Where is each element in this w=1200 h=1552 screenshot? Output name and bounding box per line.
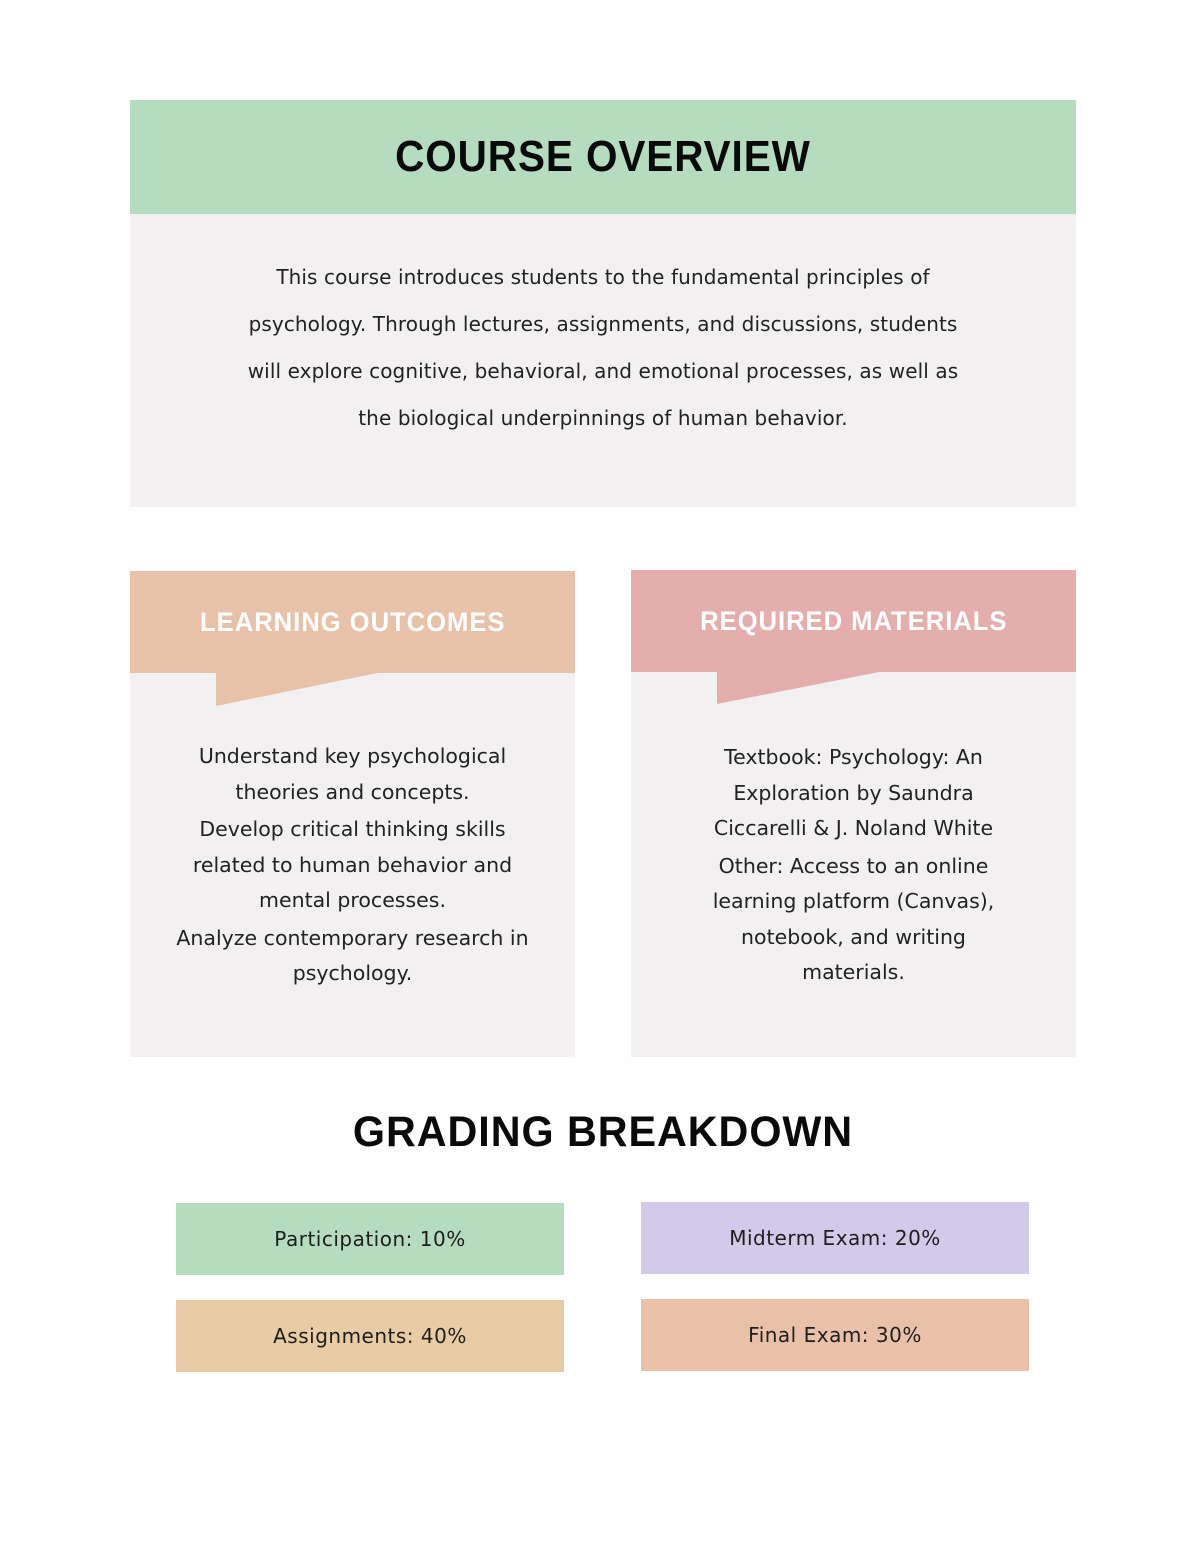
grade-label: Assignments: 40% <box>273 1324 467 1348</box>
material-item <box>631 740 1076 847</box>
material-line: notebook, and writing <box>741 924 966 949</box>
outcome-line: theories and concepts. <box>235 779 470 804</box>
grade-label: Participation: 10% <box>274 1227 466 1251</box>
outcome-line: Develop critical thinking skills <box>199 817 506 841</box>
outcome-line: Analyze contemporary research in <box>176 925 529 950</box>
material-line: Ciccarelli & J. Noland White <box>713 816 994 840</box>
material-line: Textbook: Psychology: An <box>724 745 983 769</box>
grade-final-exam <box>641 1299 1029 1371</box>
learning-outcomes-header <box>130 571 575 673</box>
outcome-line: related to human behavior and <box>192 852 513 877</box>
required-materials-header <box>631 570 1076 672</box>
grade-midterm-exam <box>641 1202 1029 1274</box>
course-overview-text <box>220 254 986 442</box>
grade-assignments <box>176 1300 564 1372</box>
material-line: Exploration by Saundra <box>733 780 974 805</box>
required-materials-list <box>631 672 1076 991</box>
required-materials-title: REQUIRED MATERIALS <box>699 605 1008 636</box>
outcome-line: psychology. <box>292 961 413 985</box>
course-overview-title: COURSE OVERVIEW <box>395 132 811 181</box>
material-line: Other: Access to an online <box>718 853 989 878</box>
grading-breakdown-heading <box>0 1108 1200 1157</box>
learning-outcomes-list <box>130 673 575 992</box>
material-item <box>631 849 1076 991</box>
overview-line: psychology. Through lectures, assignments, and discussions, students <box>248 312 958 336</box>
course-overview-header <box>130 100 1076 214</box>
outcome-item <box>130 812 575 919</box>
material-line: materials. <box>802 960 905 984</box>
learning-outcomes-title: LEARNING OUTCOMES <box>199 606 506 637</box>
overview-line: This course introduces students to the fundamental principles of <box>276 265 930 289</box>
outcome-line: Understand key psychological <box>198 744 507 768</box>
learning-outcomes-card <box>130 571 575 1057</box>
material-line: learning platform (Canvas), <box>712 889 995 913</box>
overview-line: will explore cognitive, behavioral, and emotional processes, as well as <box>247 359 959 383</box>
grade-label: Midterm Exam: 20% <box>729 1226 941 1250</box>
outcome-line: mental processes. <box>259 888 446 912</box>
grade-participation <box>176 1203 564 1275</box>
course-overview-body <box>130 214 1076 507</box>
required-materials-card <box>631 570 1076 1057</box>
overview-line: the biological underpinnings of human behavior. <box>358 406 848 430</box>
outcome-item <box>130 921 575 992</box>
grading-breakdown-title: GRADING BREAKDOWN <box>352 1108 854 1156</box>
outcome-item <box>130 739 575 810</box>
grade-label: Final Exam: 30% <box>748 1323 922 1347</box>
